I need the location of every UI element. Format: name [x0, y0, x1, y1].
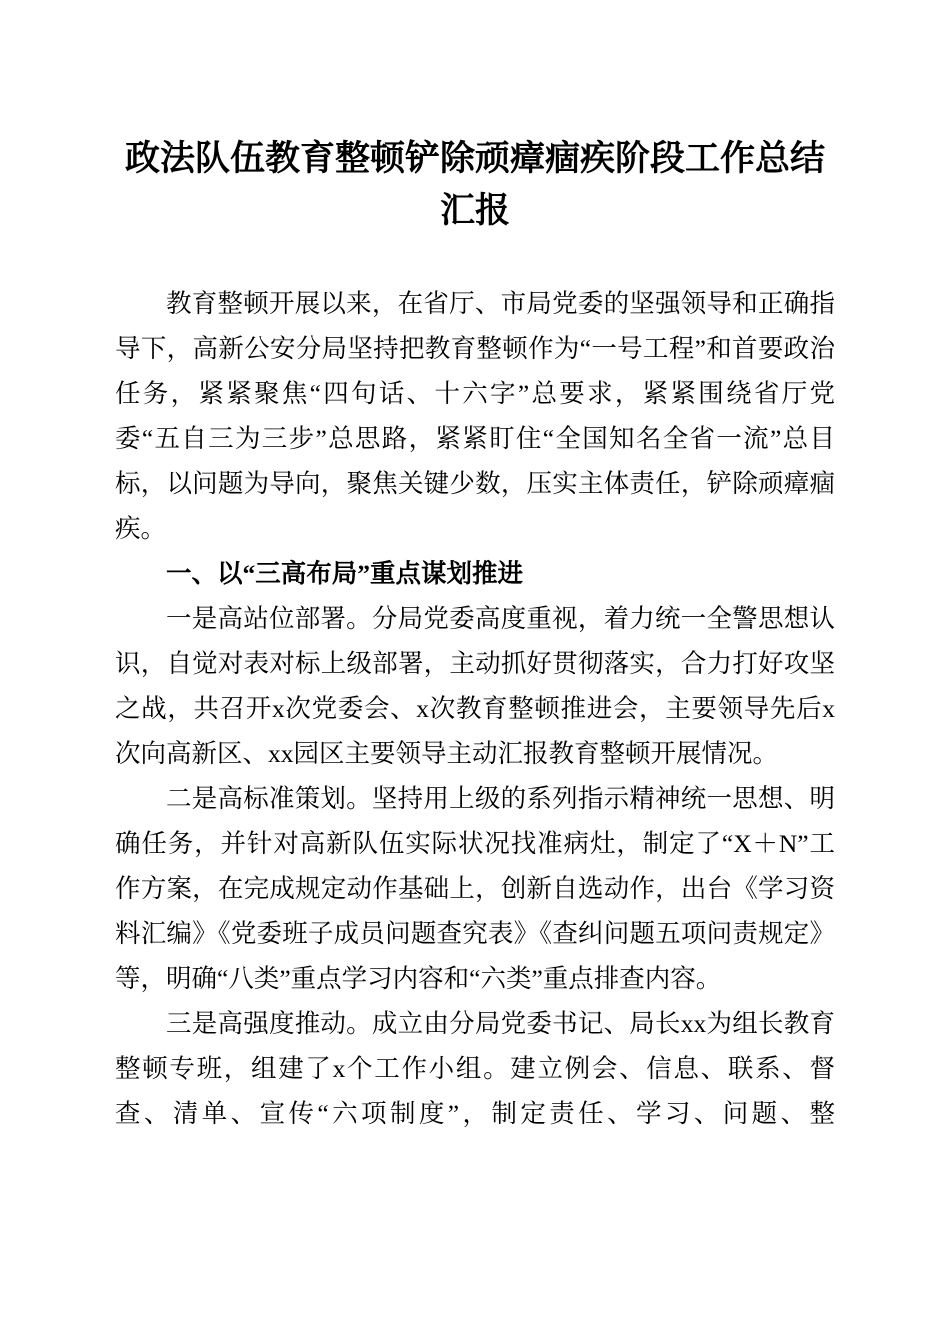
document-title: 政法队伍教育整顿铲除顽瘴痼疾阶段工作总结汇报: [124, 139, 825, 230]
body-paragraph: 教育整顿开展以来，在省厅、市局党委的坚强领导和正确指导下，高新公安分局坚持把教育整顿作为“一号工程”和首要政治任务，紧紧聚焦“四句话、十六字”总要求，紧紧围绕省厅党委“五自三为三步”总思路，紧紧盯住“全国知名全省一流”总目标，以问题为导向，聚焦关键少数，压实主体责任，铲除顽瘴痼疾。: [115, 289, 835, 543]
body-paragraph: 三是高强度推动。成立由分局党委书记、局长xx为组长教育整顿专班，组建了x个工作小组。建立例会、信息、联系、督查、清单、宣传“六项制度”，制定责任、学习、问题、整: [115, 1009, 835, 1128]
body-paragraph: 二是高标准策划。坚持用上级的系列指示精神统一思想、明确任务，并针对高新队伍实际状况找准病灶，制定了“X＋N”工作方案，在完成规定动作基础上，创新自选动作，出台《学习资料汇编》《党委班子成员问题查究表》《查纠问题五项问责规定》等，明确“八类”重点学习内容和“六类”重点排查内容。: [115, 784, 835, 993]
section-heading: 一、以“三高布局”重点谋划推进: [166, 559, 524, 588]
document-body: [115, 281, 835, 1136]
body-paragraph: 一是高站位部署。分局党委高度重视，着力统一全警思想认识，自觉对表对标上级部署，主动抓好贯彻落实，合力打好攻坚之战，共召开x次党委会、x次教育整顿推进会，主要领导先后x次向高新区、xx园区主要领导主动汇报教育整顿开展情况。: [115, 604, 835, 768]
